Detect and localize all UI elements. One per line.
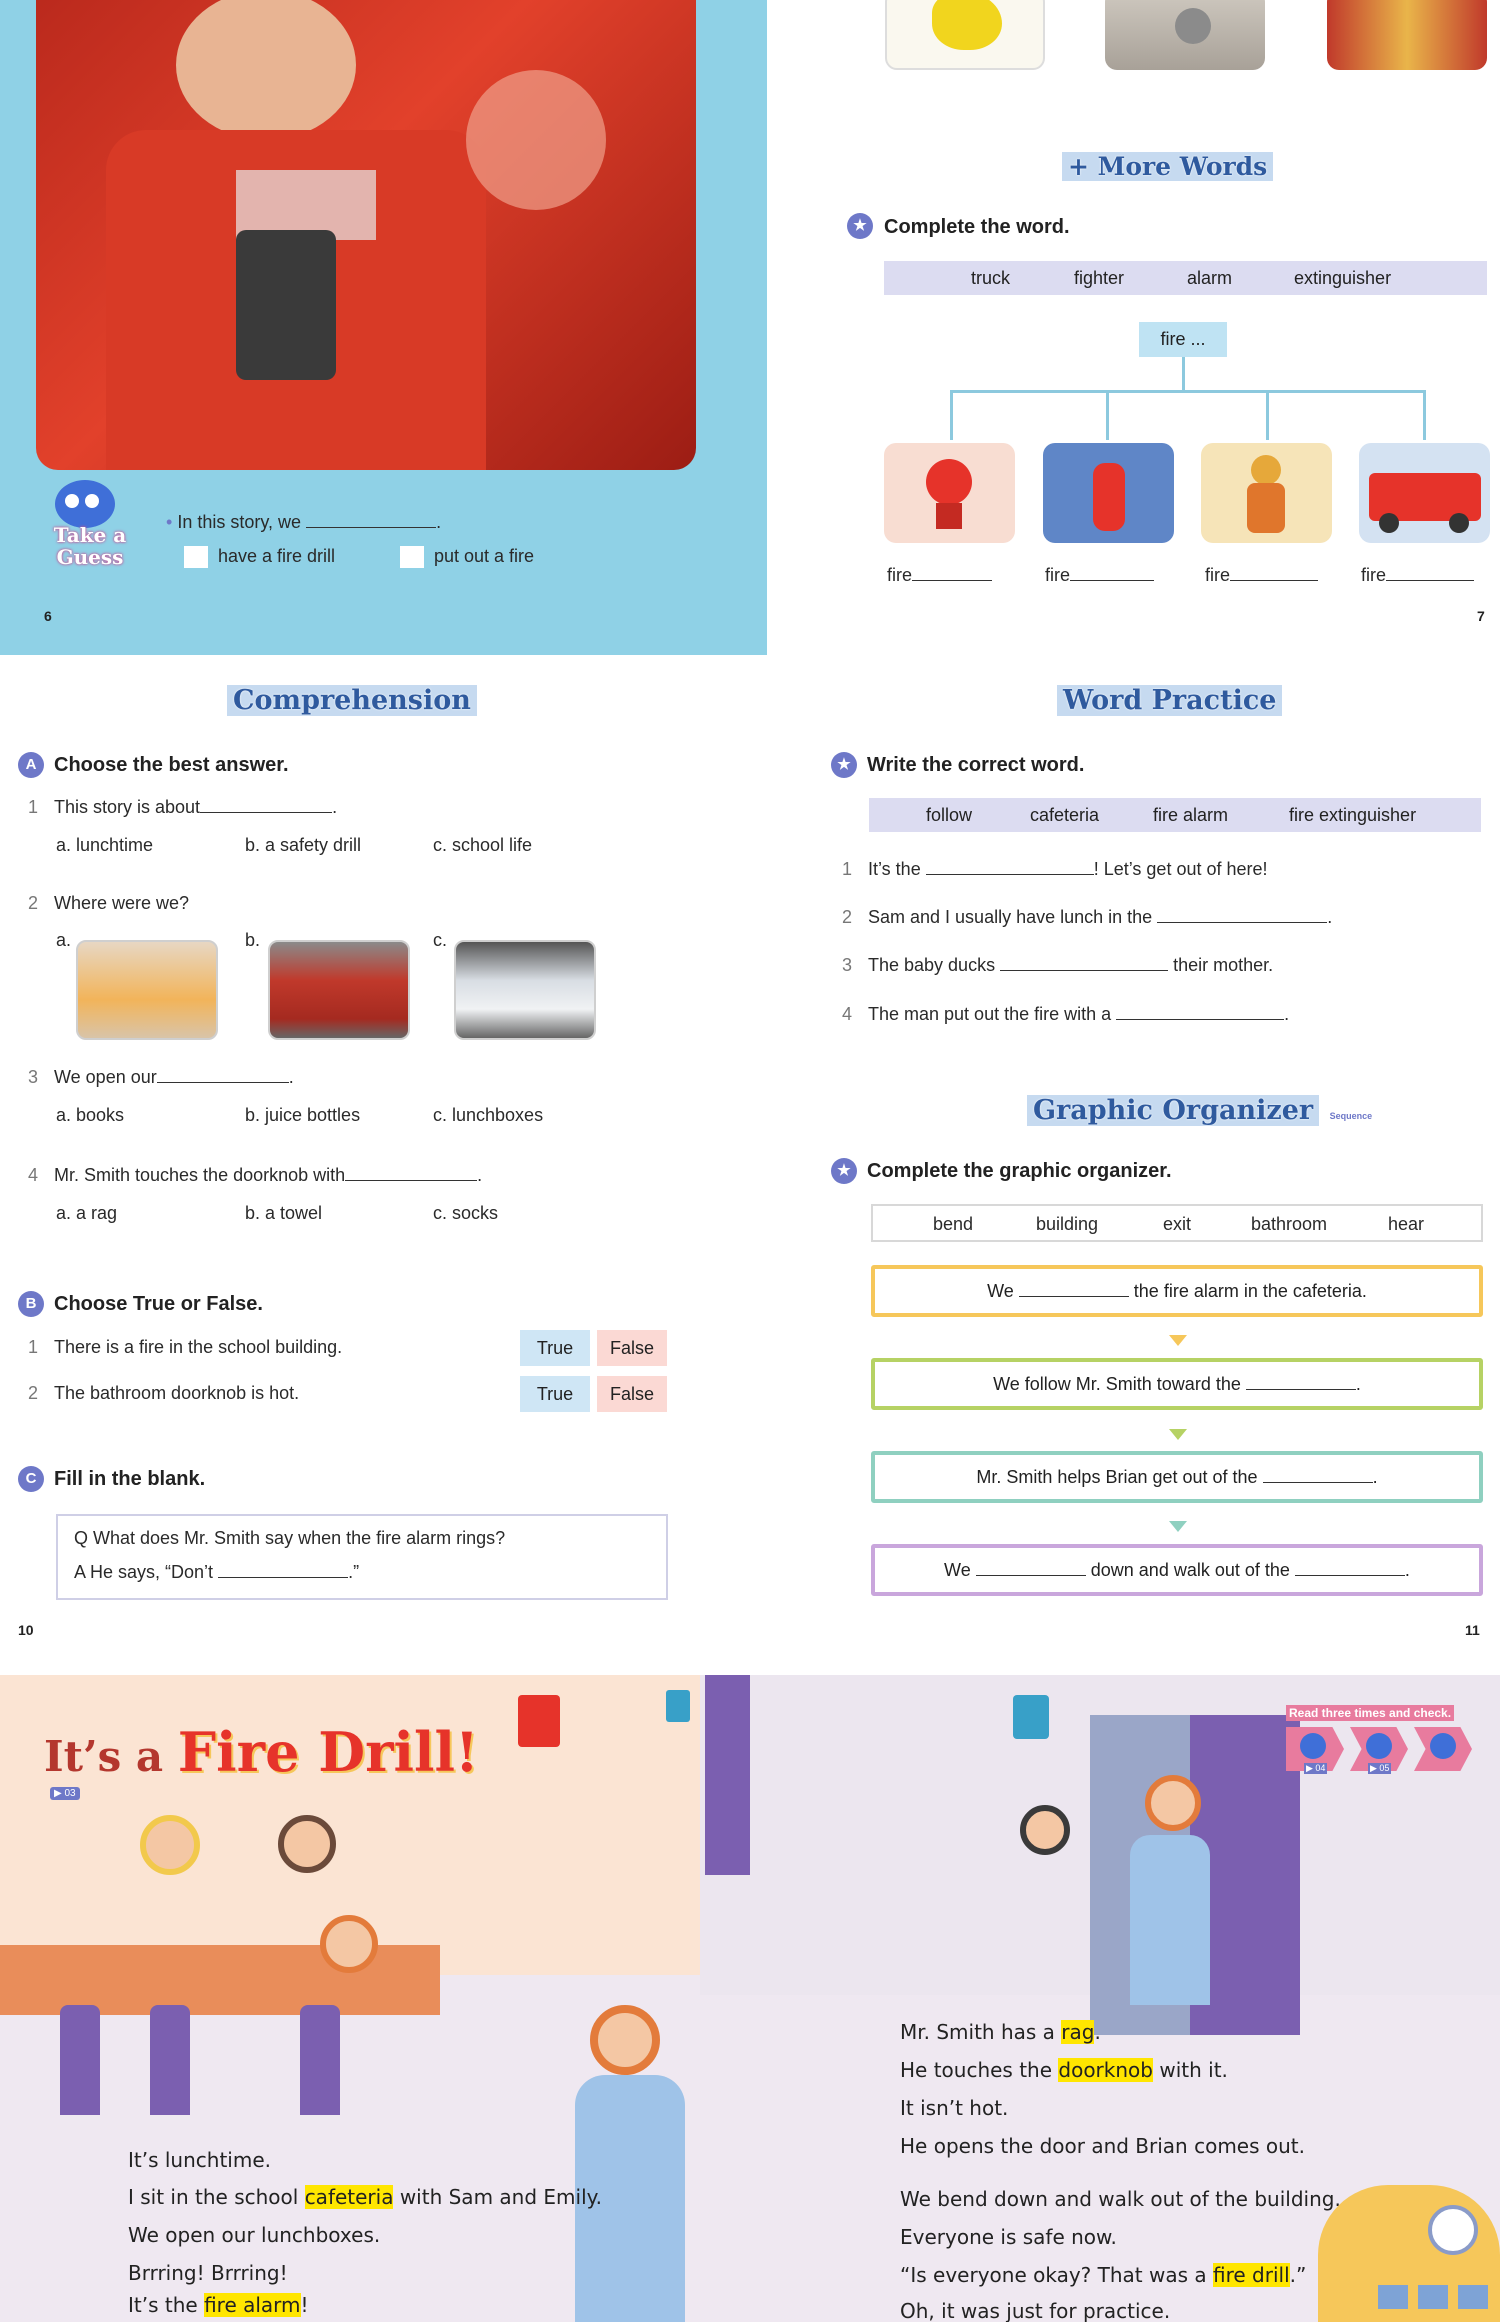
page-7: + More Words ★ Complete the word. truck fighter alarm extinguisher fire ... fire fire fire fire 7 bbox=[767, 0, 1500, 655]
word-bank-item: building bbox=[1036, 1214, 1099, 1234]
checkbox[interactable] bbox=[184, 546, 208, 568]
answer-blank[interactable] bbox=[912, 580, 992, 581]
chair bbox=[300, 2005, 340, 2115]
chair bbox=[60, 2005, 100, 2115]
word-bank bbox=[869, 798, 1481, 832]
teacher-standing-body bbox=[1130, 1835, 1210, 2005]
sequence-box-2: We follow Mr. Smith toward the . bbox=[871, 1358, 1483, 1410]
comprehension-title: Comprehension bbox=[227, 685, 477, 716]
page-number: 6 bbox=[44, 608, 52, 624]
story-spread bbox=[0, 1675, 1500, 2322]
story-line: Brrring! Brrring! bbox=[128, 2261, 288, 2285]
option[interactable]: a. a rag bbox=[56, 1203, 118, 1223]
sequence-tag: Sequence bbox=[1329, 1111, 1373, 1121]
read-check-3[interactable] bbox=[1414, 1727, 1472, 1771]
false-button[interactable]: False bbox=[597, 1330, 667, 1366]
more-words-instruction: Complete the word. bbox=[884, 216, 1070, 238]
story-line: Mr. Smith has a rag. bbox=[900, 2020, 1101, 2044]
section-a-badge: A bbox=[18, 752, 44, 778]
story-line: It isn’t hot. bbox=[900, 2096, 1009, 2120]
vocab-highlight: cafeteria bbox=[304, 2185, 394, 2209]
audio-track-badge[interactable]: ▶ 03 bbox=[50, 1787, 80, 1800]
word-practice-heading: Write the correct word. bbox=[867, 754, 1085, 776]
chair bbox=[150, 2005, 190, 2115]
section-c-badge: C bbox=[18, 1466, 44, 1492]
option[interactable]: b. juice bottles bbox=[245, 1105, 361, 1125]
answer-blank[interactable] bbox=[218, 1577, 348, 1578]
fire-alarm-icon bbox=[518, 1695, 560, 1747]
option[interactable]: b. a towel bbox=[245, 1203, 323, 1223]
answer-blank[interactable] bbox=[1000, 970, 1168, 971]
option[interactable]: b. a safety drill bbox=[245, 835, 362, 855]
word-bank bbox=[871, 1204, 1483, 1242]
story-line: It’s the fire alarm! bbox=[128, 2293, 309, 2317]
checkbox[interactable] bbox=[400, 546, 424, 568]
vocab-highlight: fire alarm bbox=[204, 2293, 301, 2317]
rag-photo bbox=[885, 0, 1045, 70]
vocab-highlight: fire drill bbox=[1213, 2263, 1290, 2287]
answer-blank[interactable] bbox=[1386, 580, 1474, 581]
answer-blank[interactable] bbox=[1295, 1575, 1405, 1576]
word-bank-item: exit bbox=[1163, 1214, 1192, 1234]
answer-blank[interactable] bbox=[200, 812, 332, 813]
page-6: Take a Guess • In this story, we . have a fire drill put out a fire 6 bbox=[0, 0, 767, 655]
word-bank-item: cafeteria bbox=[1030, 805, 1100, 825]
question-2: 2 Where were we? bbox=[28, 893, 190, 913]
truck-icon bbox=[1359, 443, 1490, 543]
tf-statement-2: 2 The bathroom doorknob is hot. bbox=[28, 1383, 300, 1403]
cafeteria-photo[interactable] bbox=[76, 940, 218, 1040]
word-bank-item: bend bbox=[933, 1214, 974, 1234]
practice-item-4: 4 The man put out the fire with a . bbox=[842, 1004, 1290, 1024]
answer-blank[interactable] bbox=[1263, 1482, 1373, 1483]
section-a-heading: Choose the best answer. bbox=[54, 754, 289, 776]
story-line: We open our lunchboxes. bbox=[128, 2223, 381, 2247]
word-bank-item: hear bbox=[1388, 1214, 1425, 1234]
page-10 bbox=[0, 655, 767, 1675]
page-number: 11 bbox=[1465, 1622, 1480, 1638]
arrow-down-icon bbox=[1169, 1335, 1187, 1346]
boy-character bbox=[320, 1915, 378, 1973]
answer-blank[interactable] bbox=[1230, 580, 1318, 581]
police-cars-photo[interactable] bbox=[454, 940, 596, 1040]
word-bank bbox=[884, 261, 1487, 295]
teacher-standing bbox=[1145, 1775, 1201, 1831]
sequence-box-4: We down and walk out of the . bbox=[871, 1544, 1483, 1596]
true-button[interactable]: True bbox=[520, 1376, 590, 1412]
doorknob-photo bbox=[1105, 0, 1265, 70]
story-line: We bend down and walk out of the building. bbox=[900, 2187, 1341, 2211]
root-word-box: fire ... bbox=[1139, 322, 1227, 357]
question-1: 1 This story is about . bbox=[28, 797, 338, 817]
practice-item-3: 3 The baby ducks their mother. bbox=[842, 955, 1274, 975]
sequence-box-1: We the fire alarm in the cafeteria. bbox=[871, 1265, 1483, 1317]
read-check-panel: Read three times and check. ▶ 04 ▶ 05 bbox=[1282, 1705, 1487, 1785]
fighter-icon bbox=[1201, 443, 1332, 543]
school-building bbox=[1318, 2185, 1500, 2322]
boy-running bbox=[1020, 1805, 1070, 1855]
alarm-icon bbox=[884, 443, 1015, 543]
exit-sign-icon bbox=[666, 1690, 690, 1722]
story-line: He opens the door and Brian comes out. bbox=[900, 2134, 1305, 2158]
vocab-highlight: doorknob bbox=[1058, 2058, 1153, 2082]
section-b-heading: Choose True or False. bbox=[54, 1293, 263, 1315]
guess-option-2[interactable]: put out a fire bbox=[400, 546, 534, 568]
fill-blank-box: Q What does Mr. Smith say when the fire alarm rings? A He says, “Don’t .” bbox=[56, 1514, 668, 1600]
question-4: 4 Mr. Smith touches the doorknob with . bbox=[28, 1165, 483, 1185]
star-badge-icon: ★ bbox=[847, 213, 873, 239]
audio-track-badge[interactable]: ▶ 05 bbox=[1370, 1763, 1390, 1773]
fire-drill-photo bbox=[1327, 0, 1487, 70]
option[interactable]: c. school life bbox=[433, 835, 533, 855]
vocab-highlight: rag bbox=[1061, 2020, 1095, 2044]
answer-blank[interactable] bbox=[1157, 922, 1327, 923]
word-bank-item: alarm bbox=[1187, 268, 1233, 288]
story-line: Oh, it was just for practice. bbox=[900, 2299, 1171, 2322]
teacher-character bbox=[590, 2005, 660, 2075]
hallway-door-left bbox=[705, 1675, 750, 1875]
option[interactable]: c. socks bbox=[433, 1203, 499, 1223]
option-label: b. bbox=[245, 930, 261, 950]
exit-sign-icon bbox=[1013, 1695, 1049, 1739]
word-bank-item: truck bbox=[971, 268, 1011, 288]
question-text: Q What does Mr. Smith say when the fire alarm rings? bbox=[74, 1528, 506, 1548]
answer-blank[interactable] bbox=[1070, 580, 1154, 581]
girl-character bbox=[140, 1815, 200, 1875]
word-bank-item: bathroom bbox=[1251, 1214, 1328, 1234]
graphic-organizer-heading: Complete the graphic organizer. bbox=[867, 1160, 1172, 1182]
page-11 bbox=[767, 655, 1500, 1675]
word-bank-item: fire extinguisher bbox=[1289, 805, 1417, 825]
answer-blank[interactable] bbox=[345, 1180, 477, 1181]
answer-blank[interactable] bbox=[1246, 1389, 1356, 1390]
word-practice-title: Word Practice bbox=[1057, 685, 1282, 716]
answer-blank[interactable] bbox=[926, 874, 1094, 875]
answer-blank[interactable] bbox=[157, 1082, 289, 1083]
more-words-title: + More Words bbox=[1062, 152, 1273, 181]
guess-prompt: In this story, we bbox=[177, 512, 302, 532]
story-line: He touches the doorknob with it. bbox=[900, 2058, 1228, 2082]
clock-icon bbox=[1428, 2205, 1478, 2255]
word-bank-item: fighter bbox=[1074, 268, 1125, 288]
true-button[interactable]: True bbox=[520, 1330, 590, 1366]
false-button[interactable]: False bbox=[597, 1376, 667, 1412]
guess-option-1[interactable]: have a fire drill bbox=[184, 546, 335, 568]
section-b-badge: B bbox=[18, 1291, 44, 1317]
option[interactable]: a. lunchtime bbox=[56, 835, 154, 855]
star-badge-icon: ★ bbox=[831, 752, 857, 778]
question-3: 3 We open our . bbox=[28, 1067, 294, 1087]
story-line: “Is everyone okay? That was a fire drill.” bbox=[900, 2263, 1307, 2287]
section-c-heading: Fill in the blank. bbox=[54, 1468, 206, 1490]
word-bank-item: fire alarm bbox=[1153, 805, 1229, 825]
option-label: a. bbox=[56, 930, 72, 950]
option-label: c. bbox=[433, 930, 448, 950]
practice-item-1: 1 It’s the ! Let’s get out of here! bbox=[842, 859, 1268, 879]
graphic-organizer-title: Graphic Organizer bbox=[1027, 1095, 1319, 1126]
extinguisher-icon bbox=[1043, 443, 1174, 543]
story-line: Everyone is safe now. bbox=[900, 2225, 1117, 2249]
guess-blank[interactable] bbox=[306, 527, 436, 528]
page-number: 10 bbox=[18, 1622, 34, 1638]
story-title: It’s a Fire Drill! bbox=[44, 1720, 479, 1784]
answer-blank[interactable] bbox=[976, 1575, 1086, 1576]
page-number: 7 bbox=[1477, 608, 1485, 624]
practice-item-2: 2 Sam and I usually have lunch in the . bbox=[842, 907, 1333, 927]
arrow-down-icon bbox=[1169, 1429, 1187, 1440]
story-line: I sit in the school cafeteria with Sam and Emily. bbox=[128, 2185, 602, 2209]
fire-station-photo[interactable] bbox=[268, 940, 410, 1040]
story-line: It’s lunchtime. bbox=[128, 2148, 271, 2172]
answer-blank[interactable] bbox=[1019, 1296, 1129, 1297]
word-bank-item: follow bbox=[926, 805, 973, 825]
firefighter-boy-photo bbox=[36, 0, 696, 470]
sequence-box-3: Mr. Smith helps Brian get out of the . bbox=[871, 1451, 1483, 1503]
option[interactable]: a. books bbox=[56, 1105, 125, 1125]
arrow-down-icon bbox=[1169, 1521, 1187, 1532]
boy-character bbox=[278, 1815, 336, 1873]
star-badge-icon: ★ bbox=[831, 1158, 857, 1184]
word-bank-item: extinguisher bbox=[1294, 268, 1392, 288]
audio-track-badge[interactable]: ▶ 04 bbox=[1306, 1763, 1326, 1773]
tf-statement-1: 1 There is a fire in the school building. bbox=[28, 1337, 343, 1357]
answer-blank[interactable] bbox=[1116, 1019, 1284, 1020]
tree-lines bbox=[950, 357, 1426, 447]
option[interactable]: c. lunchboxes bbox=[433, 1105, 544, 1125]
take-a-guess-logo: Take a Guess bbox=[30, 480, 150, 580]
